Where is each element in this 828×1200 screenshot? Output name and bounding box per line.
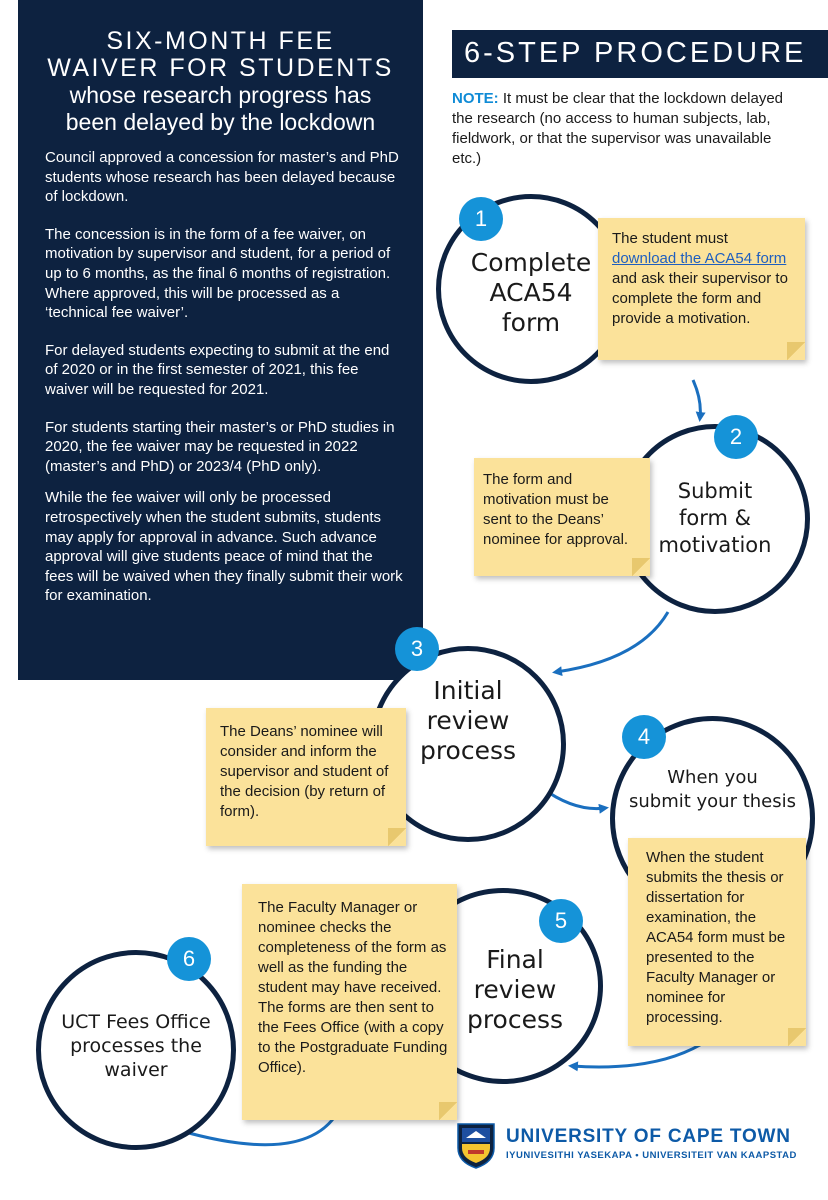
intro-paragraph: The concession is in the form of a fee waiver, on motivation by supervisor and student, for a period of up to 6 months, as the final 6 months of registration. Where approved, this will be processed as a ‘technical fee waiver’. (45, 225, 391, 322)
note-fold (439, 1102, 457, 1120)
intro-paragraph: Council approved a concession for master’s and PhD students whose research has been delayed because of lockdown. (45, 149, 399, 206)
step-4-note: When the student submits the thesis or dissertation for examination, the ACA54 form must be presented to the Faculty Manager or nominee for processing. (628, 838, 806, 1046)
title-line-1: SIX-MONTH FEE (106, 27, 335, 55)
step-3-badge: 3 (395, 627, 439, 671)
step-2-badge: 2 (714, 415, 758, 459)
step-6-badge: 6 (167, 937, 211, 981)
step-1-badge: 1 (459, 197, 503, 241)
note-label: NOTE: (452, 90, 499, 107)
step-1-note: The student must download the ACA54 form and ask their supervisor to complete the form and provide a motivation. (598, 218, 805, 360)
arrow-1-to-2 (693, 380, 700, 418)
note-fold (787, 342, 805, 360)
step-4-title: When you submit your thesis (628, 767, 797, 812)
note-text: It must be clear that the lockdown delayed the research (no access to human subjects, lab, fieldwork, or that the supervisor was unavailable etc.) (452, 90, 783, 167)
step-4-badge: 4 (622, 715, 666, 759)
intro-paragraph: For students starting their master’s or PhD studies in 2020, the fee waiver may be requested in 2022 (master’s and PhD) or 2023/4 (PhD only). (45, 418, 395, 475)
title-line-2: WAIVER FOR STUDENTS (47, 54, 394, 82)
procedure-heading: 6-STEP PROCEDURE (464, 37, 807, 69)
note-fold (388, 828, 406, 846)
arrow-2-to-3 (556, 612, 668, 672)
intro-paragraph: For delayed students expecting to submit at the end of 2020 or in the first semester of 2021, this fee waiver will be requested for 2021. (45, 341, 390, 398)
step-5-badge: 5 (539, 899, 583, 943)
university-name: UNIVERSITY OF CAPE TOWN (506, 1126, 791, 1147)
intro-paragraph: While the fee waiver will only be processed retrospectively when the student submits, students may apply for approval in advance. Such advance approval will give students peace of mind that the fees will be waived when they finally submit their work for examination. (45, 489, 403, 605)
download-aca54-link[interactable]: download the ACA54 form (612, 250, 787, 267)
uct-crest-icon (456, 1122, 496, 1170)
title-line-3: whose research progress has (69, 82, 372, 108)
step-3-note: The Deans’ nominee will consider and inform the supervisor and student of the decision (by return of form). (206, 708, 406, 846)
note-fold (788, 1028, 806, 1046)
step-2-title: Submit form & motivation (658, 479, 772, 557)
step-2-note: The form and motivation must be sent to the Deans’ nominee for approval. (474, 458, 650, 576)
note-fold (632, 558, 650, 576)
step-5-note: The Faculty Manager or nominee checks the completeness of the form as well as the funding the student may have received. The forms are then sent to the Fees Office (with a copy to the Postgraduate Funding Office). (242, 884, 457, 1120)
step-5-title: Final review process (466, 945, 564, 1034)
title-line-4: been delayed by the lockdown (65, 109, 376, 135)
step-3-title: Initial review process (419, 676, 517, 765)
step-6-title: UCT Fees Office processes the waiver (61, 1011, 211, 1081)
university-subtitle: IYUNIVESITHI YASEKAPA • UNIVERSITEIT VAN KAAPSTAD (506, 1150, 797, 1161)
step-1-title: Complete ACA54 form (470, 248, 592, 337)
